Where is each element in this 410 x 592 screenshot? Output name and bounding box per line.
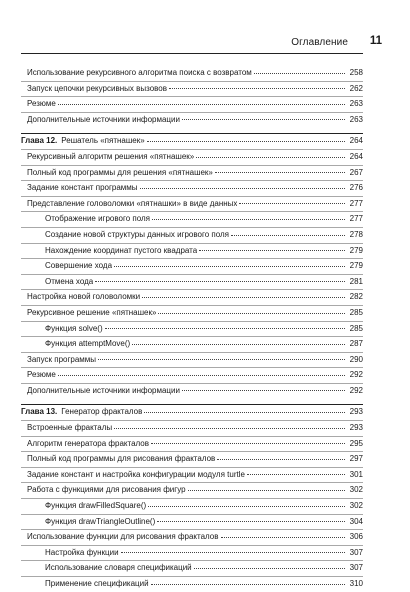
toc-entry <box>21 482 363 498</box>
toc-page-number: 282 <box>349 292 363 302</box>
toc-page-number: 285 <box>349 307 363 317</box>
toc-entry <box>21 420 363 436</box>
toc-entry-title <box>45 546 119 561</box>
dot-leader <box>142 297 345 298</box>
toc-entry-title <box>45 577 149 592</box>
dot-leader <box>247 474 345 475</box>
toc-entry-text: Настройка функции <box>45 547 119 557</box>
dot-leader <box>105 328 345 329</box>
toc-entry <box>21 196 363 212</box>
dot-leader <box>58 104 345 105</box>
toc-entry-title <box>27 82 167 97</box>
toc-page-number: 295 <box>349 438 363 448</box>
toc-entry <box>21 289 363 305</box>
toc-entry-text: Резюме <box>27 99 56 109</box>
toc-entry-title <box>27 384 180 399</box>
dot-leader <box>157 521 345 522</box>
toc-page-number: 262 <box>349 83 363 93</box>
dot-leader <box>188 490 345 491</box>
toc-entry-text: Полный код программы для решения «пятнашек» <box>27 167 213 177</box>
toc-entry <box>21 576 363 592</box>
toc-page-number: 267 <box>349 167 363 177</box>
toc-entry-text: Рекурсивный алгоритм решения «пятнашек» <box>27 151 195 161</box>
toc-entry-text: Отмена хода <box>45 276 94 286</box>
dot-leader <box>196 157 345 158</box>
header-rule <box>21 53 363 54</box>
toc-entry-text: Использование рекурсивного алгоритма поиска с возвратом <box>27 68 252 77</box>
toc-entry-text: Нахождение координат пустого квадрата <box>45 245 198 255</box>
toc-page-number: 292 <box>349 370 363 380</box>
dot-leader <box>215 172 345 173</box>
toc-entry <box>21 514 363 530</box>
page-number: 11 <box>369 35 382 47</box>
toc-entry <box>21 180 363 196</box>
toc-page-number: 301 <box>349 469 363 479</box>
toc-page-number: 290 <box>349 354 363 364</box>
toc-page-number: 307 <box>349 547 363 557</box>
dot-leader <box>199 250 345 251</box>
toc-entry-text: Применение спецификаций <box>45 579 149 588</box>
running-header-title: Оглавление <box>291 37 348 48</box>
toc-entry <box>21 529 363 545</box>
toc-page-number: 279 <box>349 261 363 271</box>
toc-entry-text: Встроенные фракталы <box>27 423 113 433</box>
toc-entry-title <box>21 134 145 149</box>
dot-leader <box>132 344 345 345</box>
toc-page-number: 287 <box>349 339 363 349</box>
toc-entry <box>21 321 363 337</box>
toc-entry-text: Дополнительные источники информации <box>27 385 180 395</box>
toc-entry-text: Дополнительные источники информации <box>27 114 180 124</box>
toc-entry-title <box>45 275 93 290</box>
toc-entry <box>21 436 363 452</box>
toc-page-number: 276 <box>349 183 363 193</box>
dot-leader <box>147 141 345 142</box>
toc-entry-title <box>45 322 103 337</box>
toc-entry-title <box>27 290 140 305</box>
dot-leader <box>254 73 345 74</box>
toc-entry-text: Рекурсивное решение «пятнашек» <box>27 307 157 317</box>
toc-entry-title <box>27 66 252 81</box>
toc-chapter-entry <box>21 404 363 420</box>
toc-entry <box>21 352 363 368</box>
toc-entry-text: Отображение игрового поля <box>45 214 150 224</box>
toc-entry-title <box>27 166 213 181</box>
toc-entry-title <box>27 452 215 467</box>
toc-page-number: 304 <box>349 516 363 526</box>
toc-entry <box>21 149 363 165</box>
dot-leader <box>239 203 345 204</box>
table-of-contents <box>21 66 363 592</box>
toc-entry <box>21 258 363 274</box>
dot-leader <box>140 188 345 189</box>
toc-entry-title <box>45 259 112 274</box>
toc-entry <box>21 545 363 561</box>
toc-page-number: 292 <box>349 385 363 395</box>
toc-entry-text: Использование функции для рисования фракталов <box>27 532 219 542</box>
dot-leader <box>194 568 345 569</box>
chapter-label: Глава 12. <box>21 136 58 146</box>
toc-entry-title <box>27 437 149 452</box>
dot-leader <box>114 266 345 267</box>
toc-page-number: 263 <box>349 114 363 124</box>
toc-page-number: 278 <box>349 229 363 239</box>
toc-entry-text: Настройка новой головоломки <box>27 292 141 302</box>
toc-entry <box>21 96 363 112</box>
toc-entry-title <box>27 421 112 436</box>
toc-entry-title <box>45 561 192 576</box>
toc-entry-title <box>27 483 186 498</box>
toc-entry-title <box>27 113 180 128</box>
toc-entry-text: Задание констант и настройка конфигурации модуля turtle <box>27 469 245 479</box>
toc-entry-text: Использование словаря спецификаций <box>45 563 192 573</box>
toc-entry-text: Алгоритм генератора фракталов <box>27 438 149 448</box>
dot-leader <box>217 459 345 460</box>
toc-page-number: 263 <box>349 99 363 109</box>
toc-entry <box>21 274 363 290</box>
toc-entry <box>21 336 363 352</box>
toc-entry-text: Задание констант программы <box>27 183 138 193</box>
toc-entry <box>21 112 363 128</box>
toc-entry <box>21 66 363 81</box>
toc-entry-text: Функция solve() <box>45 323 103 333</box>
toc-entry-text: Полный код программы для рисования фракталов <box>27 454 216 464</box>
toc-entry-title <box>27 468 245 483</box>
toc-page-number: 264 <box>349 136 363 146</box>
toc-entry <box>21 451 363 467</box>
chapter-label: Глава 13. <box>21 407 58 417</box>
toc-entry <box>21 81 363 97</box>
toc-entry-text: Запуск цепочки рекурсивных вызовов <box>27 83 167 93</box>
toc-entry-title <box>27 368 56 383</box>
toc-entry-text: Создание новой структуры данных игрового поля <box>45 229 230 239</box>
dot-leader <box>144 412 345 413</box>
toc-entry-title <box>27 181 138 196</box>
dot-leader <box>182 119 345 120</box>
toc-page-number: 281 <box>349 276 363 286</box>
toc-page-number: 293 <box>349 407 363 417</box>
dot-leader <box>95 281 345 282</box>
toc-page-number: 302 <box>349 485 363 495</box>
toc-page-number: 302 <box>349 501 363 511</box>
toc-entry <box>21 243 363 259</box>
dot-leader <box>121 552 345 553</box>
toc-entry <box>21 383 363 399</box>
toc-page-number: 306 <box>349 532 363 542</box>
toc-entry-title <box>45 228 229 243</box>
toc-entry-title <box>27 150 194 165</box>
dot-leader <box>182 390 345 391</box>
toc-entry-title <box>45 244 197 259</box>
dot-leader <box>221 537 346 538</box>
toc-entry <box>21 467 363 483</box>
dot-leader <box>231 235 345 236</box>
toc-page-number: 310 <box>349 579 363 588</box>
toc-entry-text: Функция drawFilledSquare() <box>45 501 147 511</box>
dot-leader <box>98 359 345 360</box>
dot-leader <box>58 375 345 376</box>
toc-entry-text: Функция attemptMove() <box>45 339 131 349</box>
toc-entry-text: Работа с функциями для рисования фигур <box>27 485 186 495</box>
toc-page-number: 293 <box>349 423 363 433</box>
toc-page-number: 279 <box>349 245 363 255</box>
dot-leader <box>169 88 345 89</box>
toc-entry-title <box>27 353 96 368</box>
toc-entry-text: Резюме <box>27 370 56 380</box>
toc-entry-text: Генератор фракталов <box>61 407 143 417</box>
dot-leader <box>158 313 345 314</box>
toc-entry-title <box>27 197 237 212</box>
toc-page-number: 297 <box>349 454 363 464</box>
toc-entry-title <box>21 405 142 420</box>
toc-entry <box>21 227 363 243</box>
toc-page-number: 307 <box>349 563 363 573</box>
dot-leader <box>151 584 345 585</box>
toc-page-number: 277 <box>349 214 363 224</box>
toc-entry <box>21 211 363 227</box>
toc-page-number: 277 <box>349 198 363 208</box>
toc-page-number: 258 <box>349 68 363 77</box>
toc-entry <box>21 498 363 514</box>
toc-entry-title <box>45 499 146 514</box>
toc-entry-text: Функция drawTriangleOutline() <box>45 516 156 526</box>
dot-leader <box>114 428 345 429</box>
toc-entry-title <box>27 530 219 545</box>
toc-entry-text: Совершение хода <box>45 261 113 271</box>
toc-entry <box>21 367 363 383</box>
toc-page-number: 264 <box>349 151 363 161</box>
toc-entry-title <box>45 337 130 352</box>
toc-entry-text: Представление головоломки «пятнашки» в виде данных <box>27 198 238 208</box>
toc-entry-text: Запуск программы <box>27 354 97 364</box>
dot-leader <box>151 443 345 444</box>
toc-entry-title <box>27 306 156 321</box>
toc-chapter-entry <box>21 133 363 149</box>
toc-entry-title <box>27 97 56 112</box>
dot-leader <box>148 506 345 507</box>
toc-entry <box>21 560 363 576</box>
toc-entry-title <box>45 212 150 227</box>
toc-entry <box>21 305 363 321</box>
toc-page-number: 285 <box>349 323 363 333</box>
page-header <box>0 36 410 50</box>
dot-leader <box>152 219 345 220</box>
toc-entry <box>21 165 363 181</box>
toc-entry-text: Решатель «пятнашек» <box>61 136 145 146</box>
toc-entry-title <box>45 515 155 530</box>
